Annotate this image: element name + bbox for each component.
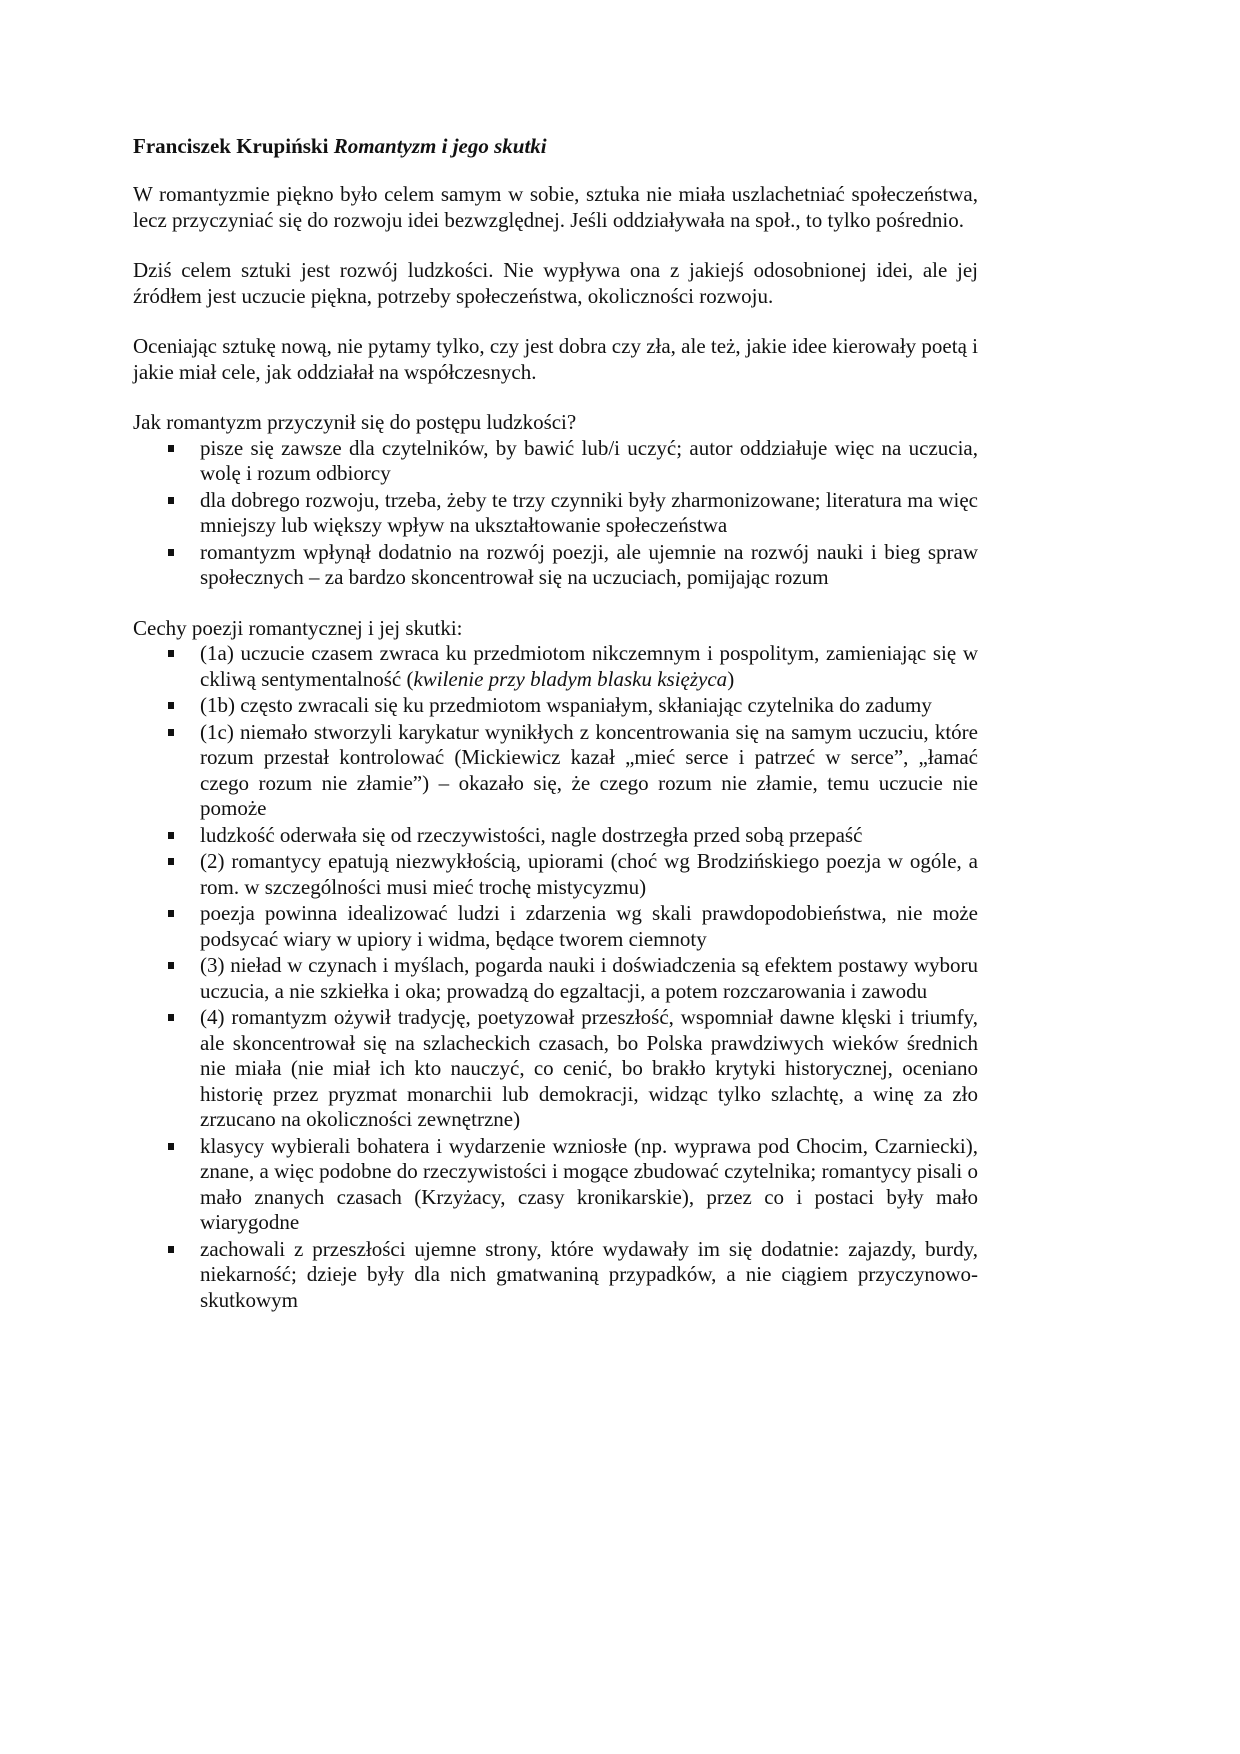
section-heading: Jak romantyzm przyczynił się do postępu ludzkości?	[133, 410, 577, 434]
square-bullet-icon	[168, 549, 174, 556]
list-item: (3) nieład w czynach i myślach, pogarda nauki i doświadczenia są efektem postawy wyboru uczucia, a nie szkiełka i oka; prowadzą do egzaltacji, a potem rozczarowania i zawodu	[133, 953, 978, 1004]
document-title	[133, 134, 978, 159]
list-item: zachowali z przeszłości ujemne strony, które wydawały im się dodatnie: zajazdy, burdy, niekarność; dzieje były dla nich gmatwaniną przypadków, a nie ciągiem przyczynowo-skutkowym	[133, 1237, 978, 1314]
list-item: ludzkość oderwała się od rzeczywistości, nagle dostrzegła przed sobą przepaść	[133, 823, 978, 849]
list-item: klasycy wybierali bohatera i wydarzenie wzniosłe (np. wyprawa pod Chocim, Czarniecki), znane, a więc podobne do rzeczywistości i mogące zbudować czytelnika; romantycy pisali o mało znanych czasach (Krzyżacy, czasy kronikarskie), przez co i postaci były mało wiarygodne	[133, 1134, 978, 1236]
bullet-list	[133, 641, 978, 1313]
paragraph-intro: W romantyzmie piękno było celem samym w sobie, sztuka nie miała uszlachetniać społeczeństwa, lecz przyczyniać się do rozwoju idei bezwzględnej. Jeśli oddziaływała na społ., to tylko pośrednio.	[133, 182, 978, 232]
list-item: (1b) często zwracali się ku przedmiotom wspaniałym, skłaniając czytelnika do zadumy	[133, 693, 978, 719]
square-bullet-icon	[168, 910, 174, 917]
bullet-list	[133, 436, 978, 591]
square-bullet-icon	[168, 497, 174, 504]
square-bullet-icon	[168, 1143, 174, 1150]
list-item: dla dobrego rozwoju, trzeba, żeby te trzy czynniki były zharmonizowane; literatura ma więc mniejszy lub większy wpływ na ukształtowanie społeczeństwa	[133, 488, 978, 539]
list-item: (1a) uczucie czasem zwraca ku przedmiotom nikczemnym i pospolitym, zamieniając się w ckliwą sentymentalność (kwilenie przy bladym blasku księżyca)	[133, 641, 978, 692]
italic-quote: kwilenie przy bladym blasku księżyca	[413, 666, 728, 691]
square-bullet-icon	[168, 729, 174, 736]
list-item: pisze się zawsze dla czytelników, by bawić lub/i uczyć; autor oddziałuje więc na uczucia, wolę i rozum odbiorcy	[133, 436, 978, 487]
title-work: Romantyzm i jego skutki	[333, 134, 547, 158]
document-page	[133, 134, 978, 1338]
list-item: (2) romantycy epatują niezwykłością, upiorami (choć wg Brodzińskiego poezja w ogóle, a rom. w szczególności musi mieć trochę mistycyzmu)	[133, 849, 978, 900]
paragraph-evaluation: Oceniając sztukę nową, nie pytamy tylko, czy jest dobra czy zła, ale też, jakie idee kierowały poetą i jakie miał cele, jak oddziałał na współczesnych.	[133, 334, 978, 384]
section-features	[133, 616, 978, 1314]
list-item: romantyzm wpłynął dodatnio na rozwój poezji, ale ujemnie na rozwój nauki i bieg spraw społecznych – za bardzo skoncentrował się na uczuciach, pomijając rozum	[133, 540, 978, 591]
square-bullet-icon	[168, 1246, 174, 1253]
square-bullet-icon	[168, 702, 174, 709]
square-bullet-icon	[168, 1014, 174, 1021]
list-item: (1c) niemało stworzyli karykatur wynikłych z koncentrowania się na samym uczuciu, które rozum przestał kontrolować (Mickiewicz kazał „mieć serce i patrzeć w serce”, „łamać czego rozum nie złamie”) – okazało się, że czego rozum nie złamie, temu uczucie nie pomoże	[133, 720, 978, 822]
square-bullet-icon	[168, 962, 174, 969]
list-item: (4) romantyzm ożywił tradycję, poetyzował przeszłość, wspomniał dawne klęski i triumfy, ale skoncentrował się na szlacheckich czasach, bo Polska prawdziwych wieków średnich nie miała (nie miał ich kto nauczyć, co cenić, bo brakło krytyki historycznej, oceniano historię przez pryzmat monarchii lub demokracji, widząc tylko szlachtę, a winę za zło zrzucano na okoliczności zewnętrzne)	[133, 1005, 978, 1133]
list-item: poezja powinna idealizować ludzi i zdarzenia wg skali prawdopodobieństwa, nie może podsycać wiary w upiory i widma, będące tworem ciemnoty	[133, 901, 978, 952]
square-bullet-icon	[168, 445, 174, 452]
title-author: Franciszek Krupiński	[133, 134, 329, 158]
section-heading: Cechy poezji romantycznej i jej skutki:	[133, 615, 463, 640]
section-progress	[133, 410, 978, 591]
square-bullet-icon	[168, 650, 174, 657]
square-bullet-icon	[168, 832, 174, 839]
square-bullet-icon	[168, 858, 174, 865]
paragraph-purpose: Dziś celem sztuki jest rozwój ludzkości. Nie wypływa ona z jakiejś odosobnionej idei, ale jej źródłem jest uczucie piękna, potrzeby społeczeństwa, okoliczności rozwoju.	[133, 258, 978, 308]
